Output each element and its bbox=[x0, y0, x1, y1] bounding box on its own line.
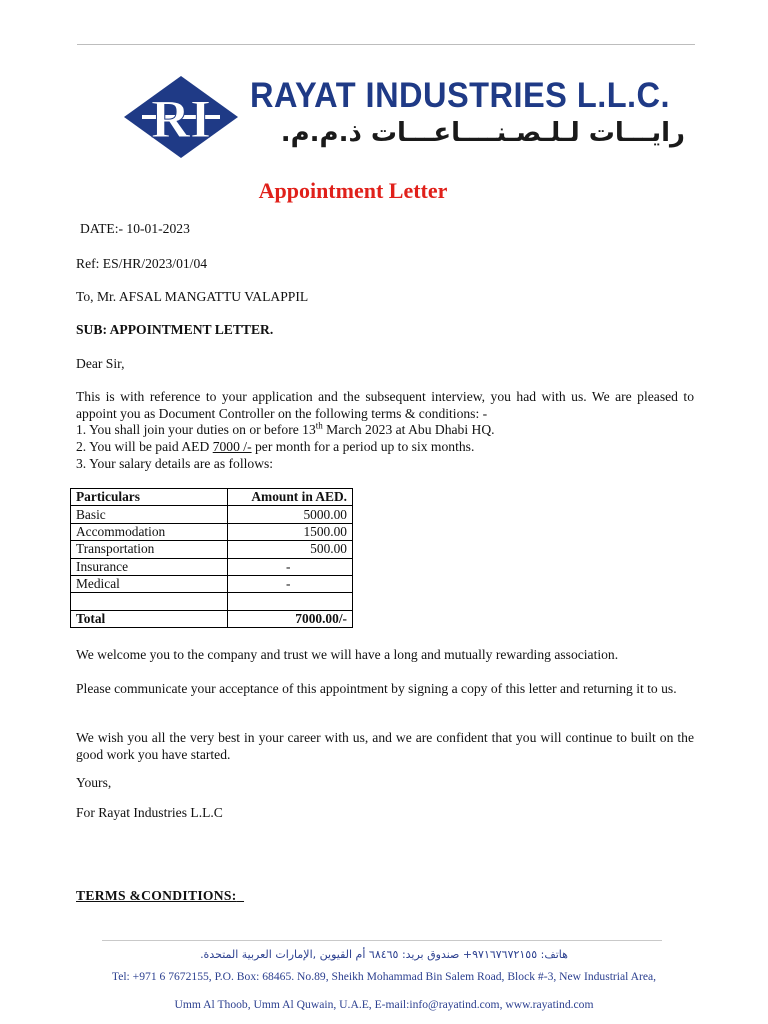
footer-address-line-2: Umm Al Thoob, Umm Al Quwain, U.A.E, E-mail:info@rayatind.com, www.rayatind.com bbox=[174, 998, 594, 1011]
company-name-english: RAYAT INDUSTRIES L.L.C. bbox=[250, 76, 671, 115]
salary-table bbox=[70, 488, 353, 628]
table-cell: Accommodation bbox=[71, 523, 228, 540]
company-name-arabic: رايـــات لـلـصـنــــاعـــات ذ.م.م. bbox=[280, 118, 685, 148]
recipient-line: To, Mr. AFSAL MANGATTU VALAPPIL bbox=[76, 289, 309, 304]
table-header: Particulars bbox=[71, 489, 228, 506]
terms-heading: TERMS &CONDITIONS: bbox=[76, 888, 237, 903]
reference-line: Ref: ES/HR/2023/01/04 bbox=[76, 256, 208, 271]
table-header-row bbox=[71, 489, 353, 506]
table-row bbox=[71, 541, 353, 558]
table-cell: - bbox=[228, 575, 353, 592]
closing-paragraph-1: We welcome you to the company and trust we will have a long and mutually rewarding association. bbox=[76, 647, 619, 662]
intro-paragraph: This is with reference to your application and the subsequent interview, you had with us. We are pleased to appoint you as Document Controller on the following terms & conditions: - bbox=[76, 389, 694, 421]
table-row bbox=[71, 575, 353, 592]
table-row bbox=[71, 593, 353, 610]
salary-amount: 7000 /- bbox=[212, 439, 252, 454]
company-logo-icon bbox=[122, 74, 240, 160]
logo-letters: RI bbox=[150, 89, 212, 149]
table-cell: Insurance bbox=[71, 558, 228, 575]
table-total-row bbox=[71, 610, 353, 627]
signoff: Yours, bbox=[76, 775, 112, 790]
table-row bbox=[71, 523, 353, 540]
table-cell: 7000.00/- bbox=[228, 610, 353, 627]
footer-arabic-address: هاتف: ٩٧١٦٧٦٧٢١٥٥+ صندوق بريد: ٦٨٤٦٥ أم القيوين ,الإمارات العربية المتحدة. bbox=[200, 948, 568, 961]
header-divider bbox=[77, 44, 695, 45]
term-item-2: 2. You will be paid AED 7000 /- per month for a period up to six months. bbox=[76, 439, 475, 454]
signatory: For Rayat Industries L.L.C bbox=[76, 805, 223, 820]
table-cell: 500.00 bbox=[228, 541, 353, 558]
table-row bbox=[71, 558, 353, 575]
table-header: Amount in AED. bbox=[228, 489, 353, 506]
table-cell: Transportation bbox=[71, 541, 228, 558]
table-cell: Medical bbox=[71, 575, 228, 592]
term-item-1: 1. You shall join your duties on or before 13th March 2023 at Abu Dhabi HQ. bbox=[76, 420, 495, 437]
table-cell: 1500.00 bbox=[228, 523, 353, 540]
table-cell: Basic bbox=[71, 506, 228, 523]
table-cell: - bbox=[228, 558, 353, 575]
table-cell bbox=[228, 593, 353, 610]
table-cell: Total bbox=[71, 610, 228, 627]
table-cell: 5000.00 bbox=[228, 506, 353, 523]
date-line: DATE:- 10-01-2023 bbox=[80, 221, 190, 236]
footer-divider bbox=[102, 940, 662, 941]
closing-paragraph-3: We wish you all the very best in your career with us, and we are confident that you will continue to built on the good work you have started. bbox=[76, 730, 694, 762]
table-row bbox=[71, 506, 353, 523]
footer-address-line-1: Tel: +971 6 7672155, P.O. Box: 68465. No.89, Sheikh Mohammad Bin Salem Road, Block #-3, New Industrial Area, bbox=[111, 970, 657, 983]
subject-line: SUB: APPOINTMENT LETTER. bbox=[76, 322, 274, 337]
term-item-3: 3. Your salary details are as follows: bbox=[76, 456, 274, 471]
document-title: Appointment Letter bbox=[258, 178, 448, 203]
table-cell bbox=[71, 593, 228, 610]
closing-paragraph-2: Please communicate your acceptance of this appointment by signing a copy of this letter and returning it to us. bbox=[76, 681, 677, 696]
salutation: Dear Sir, bbox=[76, 356, 125, 371]
